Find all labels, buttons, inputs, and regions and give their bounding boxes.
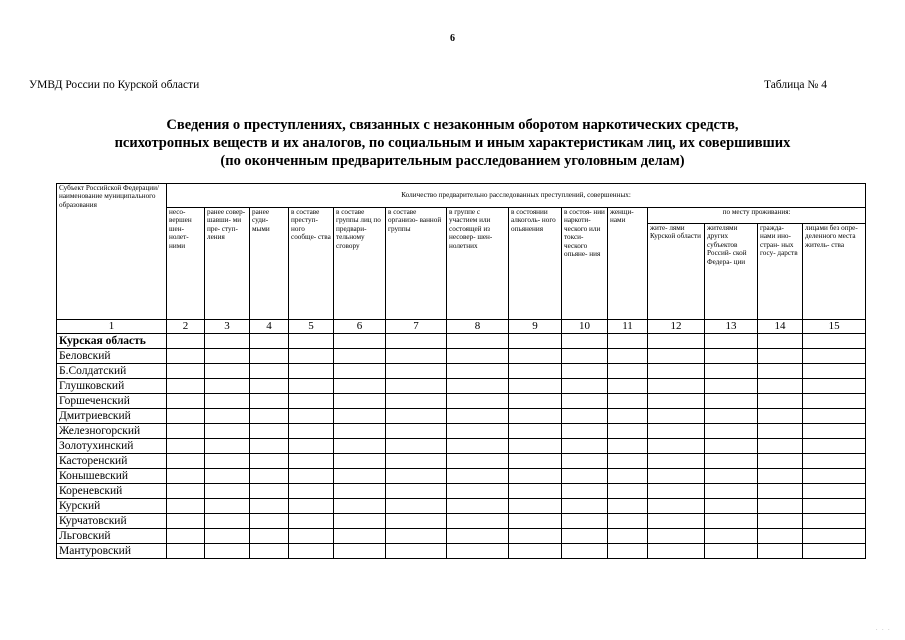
table-row: [57, 544, 866, 559]
data-cell: [334, 409, 386, 424]
data-cell: [509, 544, 562, 559]
data-cell: [803, 499, 866, 514]
table-row: [57, 454, 866, 469]
count-header: Количество предварительно расследованных преступлений, совершенных:: [167, 184, 866, 208]
data-cell: [648, 349, 705, 364]
data-cell: [447, 379, 509, 394]
data-cell: [289, 334, 334, 349]
data-cell: [562, 409, 608, 424]
subject-header: Субъект Российской Федерации/ наименование муниципального образования: [57, 184, 167, 320]
data-cell: [648, 469, 705, 484]
region-name: Золотухинский: [57, 439, 167, 454]
data-cell: [509, 469, 562, 484]
data-cell: [334, 379, 386, 394]
table-row: [57, 529, 866, 544]
report-table: [56, 183, 866, 559]
data-cell: [562, 439, 608, 454]
table-row: [57, 364, 866, 379]
data-cell: [334, 454, 386, 469]
data-cell: [648, 454, 705, 469]
data-cell: [167, 334, 205, 349]
data-cell: [334, 529, 386, 544]
data-cell: [803, 529, 866, 544]
data-cell: [205, 454, 250, 469]
data-cell: [205, 529, 250, 544]
data-cell: [705, 484, 758, 499]
data-cell: [705, 424, 758, 439]
column-number: 12: [648, 320, 705, 334]
data-cell: [758, 394, 803, 409]
column-header: лицами без опре- деленного места житель- ства: [803, 224, 866, 320]
column-header: ранее суди- мыми: [250, 208, 289, 320]
column-number-row: [57, 320, 866, 334]
data-cell: [648, 544, 705, 559]
data-cell: [205, 514, 250, 529]
column-header: ранее совер- шавши- ми пре- ступ- ления: [205, 208, 250, 320]
data-cell: [509, 364, 562, 379]
data-cell: [803, 424, 866, 439]
data-cell: [562, 424, 608, 439]
data-cell: [608, 349, 648, 364]
region-name: Горшеченский: [57, 394, 167, 409]
data-cell: [447, 409, 509, 424]
column-number: 4: [250, 320, 289, 334]
data-cell: [509, 454, 562, 469]
data-cell: [250, 529, 289, 544]
data-cell: [289, 454, 334, 469]
data-cell: [705, 454, 758, 469]
data-cell: [447, 334, 509, 349]
data-cell: [803, 409, 866, 424]
table-row: [57, 334, 866, 349]
data-cell: [803, 514, 866, 529]
data-cell: [758, 499, 803, 514]
data-cell: [289, 349, 334, 364]
data-cell: [386, 379, 447, 394]
data-cell: [289, 424, 334, 439]
data-cell: [447, 469, 509, 484]
data-cell: [447, 439, 509, 454]
column-header: в состоянии алкоголь- ного опьянения: [509, 208, 562, 320]
region-name: Глушковский: [57, 379, 167, 394]
data-cell: [705, 349, 758, 364]
data-cell: [289, 379, 334, 394]
column-number: 1: [57, 320, 167, 334]
table-row: [57, 379, 866, 394]
data-cell: [167, 514, 205, 529]
data-cell: [562, 394, 608, 409]
table-row: [57, 499, 866, 514]
data-cell: [509, 514, 562, 529]
data-cell: [758, 379, 803, 394]
data-cell: [608, 469, 648, 484]
data-cell: [447, 454, 509, 469]
column-number: 9: [509, 320, 562, 334]
table-row: [57, 394, 866, 409]
data-cell: [758, 484, 803, 499]
column-number: 11: [608, 320, 648, 334]
data-cell: [289, 439, 334, 454]
data-cell: [562, 364, 608, 379]
data-cell: [447, 349, 509, 364]
data-cell: [509, 484, 562, 499]
data-cell: [289, 469, 334, 484]
column-number: 13: [705, 320, 758, 334]
title-line: Сведения о преступлениях, связанных с незаконным оборотом наркотических средств,: [166, 117, 739, 133]
column-number: 7: [386, 320, 447, 334]
column-header: в состоя- нии наркоти- ческого или токси- ческого опьяне- ния: [562, 208, 608, 320]
data-cell: [167, 454, 205, 469]
column-number: 5: [289, 320, 334, 334]
data-cell: [289, 529, 334, 544]
data-cell: [803, 364, 866, 379]
data-cell: [167, 394, 205, 409]
data-cell: [386, 364, 447, 379]
data-cell: [250, 469, 289, 484]
data-cell: [205, 334, 250, 349]
page-number: 6: [450, 33, 455, 44]
table-row: [57, 409, 866, 424]
data-cell: [758, 349, 803, 364]
data-cell: [205, 544, 250, 559]
data-cell: [509, 379, 562, 394]
data-cell: [386, 334, 447, 349]
data-cell: [447, 424, 509, 439]
data-cell: [705, 469, 758, 484]
column-header: гражда- нами ино- стран- ных госу- дарств: [758, 224, 803, 320]
data-cell: [608, 514, 648, 529]
data-cell: [758, 514, 803, 529]
data-cell: [334, 424, 386, 439]
data-cell: [648, 334, 705, 349]
data-cell: [803, 334, 866, 349]
data-cell: [705, 394, 758, 409]
data-cell: [205, 349, 250, 364]
data-cell: [289, 514, 334, 529]
data-cell: [167, 529, 205, 544]
data-cell: [334, 334, 386, 349]
data-cell: [386, 469, 447, 484]
data-cell: [562, 514, 608, 529]
region-name: Беловский: [57, 349, 167, 364]
region-name: Б.Солдатский: [57, 364, 167, 379]
column-header: жителями других субъектов Россий- ской Федера- ции: [705, 224, 758, 320]
data-cell: [334, 364, 386, 379]
data-cell: [608, 394, 648, 409]
data-cell: [803, 469, 866, 484]
data-cell: [705, 379, 758, 394]
data-cell: [758, 454, 803, 469]
table-row: [57, 484, 866, 499]
data-cell: [386, 529, 447, 544]
data-cell: [250, 379, 289, 394]
data-cell: [289, 394, 334, 409]
organization-name: УМВД России по Курской области: [29, 79, 200, 91]
data-cell: [758, 364, 803, 379]
data-cell: [648, 484, 705, 499]
data-cell: [447, 499, 509, 514]
data-cell: [509, 529, 562, 544]
data-cell: [509, 349, 562, 364]
column-header: в составе преступ- ного сообще- ства: [289, 208, 334, 320]
data-cell: [509, 439, 562, 454]
column-number: 6: [334, 320, 386, 334]
column-header: женщи- нами: [608, 208, 648, 320]
data-cell: [334, 394, 386, 409]
data-cell: [562, 334, 608, 349]
data-cell: [705, 499, 758, 514]
table-label: Таблица № 4: [763, 79, 827, 91]
data-cell: [167, 544, 205, 559]
data-cell: [167, 409, 205, 424]
data-cell: [386, 454, 447, 469]
data-cell: [608, 364, 648, 379]
table-row: [57, 439, 866, 454]
data-cell: [250, 394, 289, 409]
data-cell: [250, 514, 289, 529]
column-number: 14: [758, 320, 803, 334]
data-cell: [803, 484, 866, 499]
data-cell: [648, 499, 705, 514]
data-cell: [648, 529, 705, 544]
data-cell: [167, 364, 205, 379]
data-cell: [167, 469, 205, 484]
data-cell: [758, 334, 803, 349]
data-cell: [386, 544, 447, 559]
title-line: психотропных веществ и их аналогов, по социальным и иным характеристикам лиц, их совершивших: [114, 135, 791, 151]
data-cell: [648, 439, 705, 454]
data-cell: [250, 424, 289, 439]
data-cell: [289, 364, 334, 379]
data-cell: [205, 409, 250, 424]
scan-artifact: · · ·: [875, 626, 891, 634]
data-cell: [205, 484, 250, 499]
data-cell: [705, 364, 758, 379]
data-cell: [334, 544, 386, 559]
data-cell: [205, 424, 250, 439]
data-cell: [758, 544, 803, 559]
data-cell: [758, 469, 803, 484]
region-name: Конышевский: [57, 469, 167, 484]
data-cell: [386, 349, 447, 364]
data-cell: [608, 439, 648, 454]
data-cell: [648, 364, 705, 379]
data-cell: [562, 484, 608, 499]
data-cell: [562, 544, 608, 559]
data-cell: [386, 484, 447, 499]
data-cell: [562, 379, 608, 394]
data-cell: [447, 529, 509, 544]
data-cell: [289, 484, 334, 499]
data-cell: [447, 484, 509, 499]
data-cell: [250, 334, 289, 349]
data-cell: [705, 334, 758, 349]
data-cell: [705, 529, 758, 544]
data-cell: [705, 544, 758, 559]
data-cell: [758, 424, 803, 439]
data-cell: [705, 514, 758, 529]
data-cell: [648, 514, 705, 529]
data-cell: [509, 409, 562, 424]
data-cell: [648, 379, 705, 394]
data-cell: [509, 424, 562, 439]
column-number: 10: [562, 320, 608, 334]
data-cell: [648, 394, 705, 409]
column-number: 3: [205, 320, 250, 334]
data-cell: [608, 544, 648, 559]
data-cell: [562, 499, 608, 514]
data-cell: [205, 364, 250, 379]
data-cell: [803, 454, 866, 469]
data-cell: [447, 364, 509, 379]
data-cell: [205, 379, 250, 394]
data-cell: [289, 409, 334, 424]
region-name: Дмитриевский: [57, 409, 167, 424]
data-cell: [803, 379, 866, 394]
column-number: 2: [167, 320, 205, 334]
data-cell: [803, 544, 866, 559]
data-cell: [608, 529, 648, 544]
region-name: Мантуровский: [57, 544, 167, 559]
data-cell: [386, 424, 447, 439]
region-name: Курчатовский: [57, 514, 167, 529]
data-cell: [250, 364, 289, 379]
data-cell: [386, 499, 447, 514]
data-cell: [205, 439, 250, 454]
data-cell: [289, 544, 334, 559]
table-row: [57, 424, 866, 439]
data-cell: [447, 544, 509, 559]
data-cell: [334, 439, 386, 454]
data-cell: [803, 349, 866, 364]
data-cell: [509, 334, 562, 349]
data-cell: [562, 349, 608, 364]
column-header: в составе организо- ванной группы: [386, 208, 447, 320]
data-cell: [447, 514, 509, 529]
column-header: жите- лями Курской области: [648, 224, 705, 320]
data-cell: [705, 409, 758, 424]
data-cell: [386, 409, 447, 424]
data-cell: [167, 424, 205, 439]
region-name: Льговский: [57, 529, 167, 544]
data-cell: [648, 409, 705, 424]
data-cell: [167, 499, 205, 514]
data-cell: [205, 394, 250, 409]
data-cell: [386, 439, 447, 454]
region-name: Кореневский: [57, 484, 167, 499]
region-name: Касторенский: [57, 454, 167, 469]
data-cell: [167, 439, 205, 454]
data-cell: [562, 454, 608, 469]
table-row: [57, 349, 866, 364]
data-cell: [167, 349, 205, 364]
data-cell: [803, 394, 866, 409]
data-cell: [250, 439, 289, 454]
data-cell: [250, 499, 289, 514]
data-cell: [447, 394, 509, 409]
column-number: 15: [803, 320, 866, 334]
table-row: [57, 514, 866, 529]
data-cell: [562, 469, 608, 484]
data-cell: [803, 439, 866, 454]
column-number: 8: [447, 320, 509, 334]
data-cell: [167, 379, 205, 394]
data-cell: [608, 424, 648, 439]
data-cell: [334, 499, 386, 514]
table-row: [57, 469, 866, 484]
data-cell: [608, 499, 648, 514]
data-cell: [509, 394, 562, 409]
data-cell: [608, 484, 648, 499]
data-cell: [250, 544, 289, 559]
data-cell: [758, 409, 803, 424]
data-cell: [334, 349, 386, 364]
data-cell: [386, 514, 447, 529]
region-name: Курский: [57, 499, 167, 514]
data-cell: [562, 529, 608, 544]
data-cell: [509, 499, 562, 514]
data-cell: [608, 334, 648, 349]
residence-header: по месту проживания:: [648, 208, 866, 224]
data-cell: [289, 499, 334, 514]
data-cell: [608, 409, 648, 424]
data-cell: [205, 469, 250, 484]
column-header: несо- вершен шен- нолет- ними: [167, 208, 205, 320]
data-cell: [758, 439, 803, 454]
data-cell: [608, 454, 648, 469]
data-cell: [758, 529, 803, 544]
data-cell: [648, 424, 705, 439]
data-cell: [250, 349, 289, 364]
column-header: в составе группы лиц по предвари- тельному сговору: [334, 208, 386, 320]
data-cell: [250, 484, 289, 499]
data-cell: [705, 439, 758, 454]
data-cell: [167, 484, 205, 499]
document-title: [0, 116, 905, 170]
data-cell: [386, 394, 447, 409]
region-name: Курская область: [57, 334, 167, 349]
data-cell: [334, 514, 386, 529]
region-name: Железногорский: [57, 424, 167, 439]
data-cell: [334, 484, 386, 499]
data-cell: [608, 379, 648, 394]
data-cell: [334, 469, 386, 484]
data-cell: [250, 409, 289, 424]
title-line: (по оконченным предварительным расследованием уголовным делам): [220, 153, 685, 169]
data-cell: [250, 454, 289, 469]
data-cell: [205, 499, 250, 514]
column-header: в группе с участием или состоящей из несовер- шен- нолетних: [447, 208, 509, 320]
